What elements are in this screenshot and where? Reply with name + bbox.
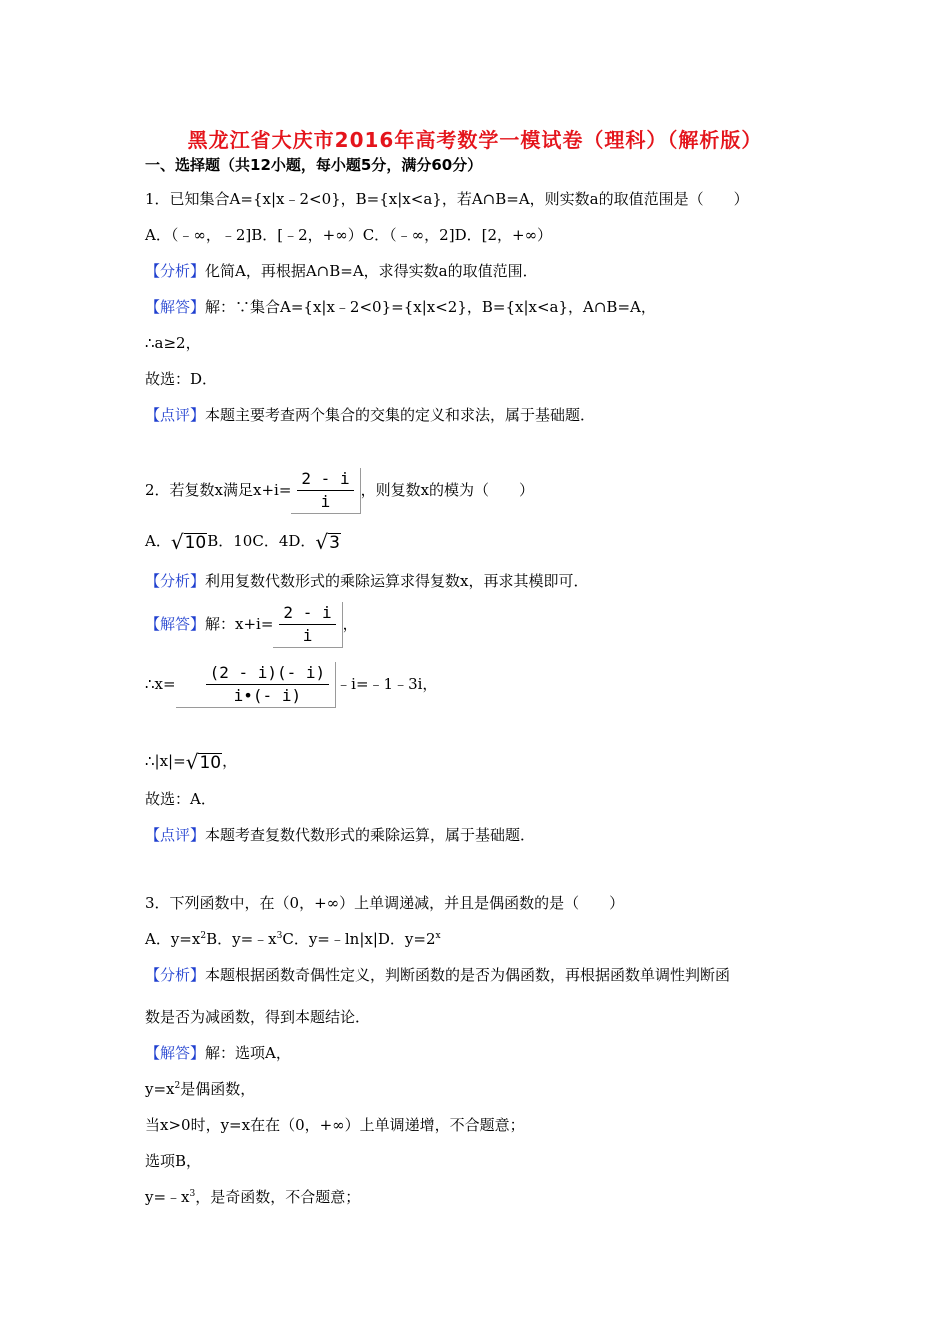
q2-x-post: ﹣i=﹣1﹣3i， — [336, 675, 438, 693]
fraction-numerator: 2 - i — [297, 468, 353, 491]
exponent: 3 — [189, 1189, 196, 1199]
sqrt-radicand: 10 — [184, 533, 207, 553]
q2-analysis — [145, 570, 588, 591]
q2-modulus-line — [145, 750, 237, 772]
q2-x-line — [145, 662, 437, 708]
q3-line1-post: 是偶函数， — [180, 1080, 256, 1098]
q3-stem: 3．下列函数中，在（0，+∞）上单调递减，并且是偶函数的是（ ） — [145, 894, 625, 912]
page-title: 黑龙江省大庆市2016年高考数学一模试卷（理科）（解析版） — [187, 128, 763, 152]
q3-analysis — [145, 964, 730, 985]
q2-answer-post: ， — [342, 615, 358, 633]
q2-answer-fraction — [273, 602, 342, 648]
q2-answer — [145, 602, 358, 648]
q1-comment-text: 本题主要考查两个集合的交集的定义和求法，属于基础题． — [205, 406, 596, 424]
q2-stem — [145, 468, 534, 514]
q2-comment — [145, 824, 535, 845]
q3-analysis-cont: 数是否为减函数，得到本题结论． — [145, 1008, 371, 1026]
q3-line4-post: ，是奇函数，不合题意； — [195, 1188, 361, 1206]
q1-analysis — [145, 260, 538, 281]
q2-options-rest: B．10C．4D． — [207, 532, 316, 550]
sqrt-radicand: 3 — [329, 533, 340, 553]
sqrt-10: √ 10 — [170, 530, 207, 554]
exponent: 2 — [200, 931, 207, 941]
fraction-denominator: i — [302, 626, 313, 645]
q2-mod-post: ， — [222, 752, 238, 770]
analysis-tag: 【分析】 — [145, 572, 206, 590]
q2-stem-post: ，则复数x的模为（ ） — [360, 481, 535, 499]
q2-options — [145, 530, 341, 552]
q3-answer-text: 解：选项A， — [205, 1044, 291, 1062]
q3-answer — [145, 1042, 291, 1063]
answer-tag: 【解答】 — [145, 1044, 206, 1062]
q3-options — [145, 928, 441, 949]
q3-option-a: A．y=x — [145, 930, 201, 948]
q2-choice: 故选：A． — [145, 790, 216, 808]
q3-option-b: B．y=﹣x — [206, 930, 277, 948]
comment-tag: 【点评】 — [145, 826, 206, 844]
analysis-tag: 【分析】 — [145, 262, 206, 280]
sqrt-radicand: 10 — [199, 753, 222, 773]
section-heading: 一、选择题（共12小题，每小题5分，满分60分） — [145, 156, 483, 174]
fraction-denominator: i — [320, 492, 331, 511]
q2-mod-pre: ∴|x|= — [145, 752, 186, 770]
q2-answer-pre: 解：x+i= — [205, 615, 274, 633]
analysis-tag: 【分析】 — [145, 966, 206, 984]
q3-line1 — [145, 1078, 255, 1099]
q1-answer-text: 解：∵集合A={x|x﹣2<0}={x|x<2}，B={x|x<a}，A∩B=A， — [205, 298, 656, 316]
q1-analysis-text: 化简A，再根据A∩B=A，求得实数a的取值范围． — [205, 262, 538, 280]
q3-line1-pre: y=x — [145, 1080, 175, 1098]
q3-option-cd: C．y=﹣ln|x|D．y=2 — [282, 930, 436, 948]
sqrt-3: √ 3 — [315, 530, 340, 554]
q1-stem: 1．已知集合A={x|x﹣2<0}，B={x|x<a}，若A∩B=A，则实数a的取值范围是（ ） — [145, 190, 749, 208]
answer-tag: 【解答】 — [145, 298, 206, 316]
comment-tag: 【点评】 — [145, 406, 206, 424]
answer-tag: 【解答】 — [145, 615, 206, 633]
q3-line2: 当x>0时，y=x在在（0，+∞）上单调递增，不合题意； — [145, 1116, 525, 1134]
q2-stem-pre: 2．若复数x满足x+i= — [145, 481, 292, 499]
q2-x-pre: ∴x= — [145, 675, 176, 693]
fraction-numerator: (2 - i)(- i) — [206, 662, 330, 685]
q2-x-fraction — [176, 662, 337, 708]
q2-analysis-text: 利用复数代数形式的乘除运算求得复数x，再求其模即可． — [205, 572, 589, 590]
q1-options: A．（﹣∞，﹣2]B．[﹣2，+∞）C．（﹣∞，2]D．[2，+∞） — [145, 226, 553, 244]
q1-answer — [145, 296, 656, 317]
q1-choice: 故选：D． — [145, 370, 218, 388]
exponent: 2 — [174, 1081, 181, 1091]
q3-line4 — [145, 1186, 360, 1207]
exponent: 3 — [276, 931, 283, 941]
sqrt-10: √ 10 — [185, 750, 222, 774]
q2-comment-text: 本题考查复数代数形式的乘除运算，属于基础题． — [205, 826, 536, 844]
fraction-numerator: 2 - i — [279, 602, 335, 625]
q3-line4-pre: y=﹣x — [145, 1188, 190, 1206]
q3-line3: 选项B， — [145, 1152, 202, 1170]
exponent: x — [435, 931, 441, 941]
q1-step: ∴a≥2， — [145, 334, 201, 352]
q1-comment — [145, 404, 595, 425]
q2-option-a: A． — [145, 532, 171, 550]
q2-fraction — [291, 468, 360, 514]
fraction-denominator: i•(- i) — [233, 686, 302, 705]
q3-analysis-text: 本题根据函数奇偶性定义，判断函数的是否为偶函数，再根据函数单调性判断函 — [205, 966, 731, 984]
